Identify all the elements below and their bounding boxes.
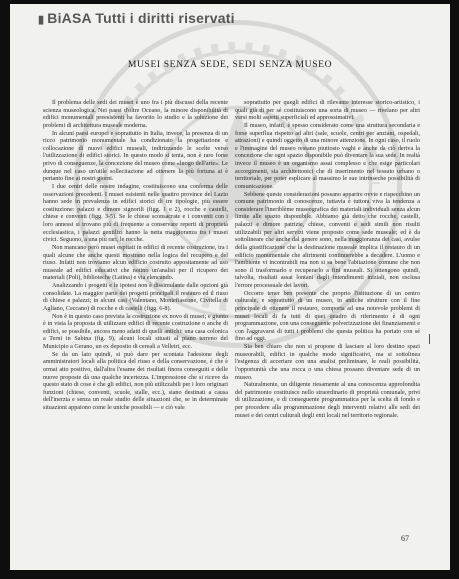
paragraph: Naturalmente, un diligente riesamente al una conoscenza approfondita del patrimonio costituisce nello straordinario di proprietà comunale, privi di utilizzazione, e di conseguente programmatica per la scelta di fondo e per procedere alla programmazione degli interventi relativi alle sedi dei musei e dei centri culturali degli enti locali nel territorio regionale.	[235, 382, 420, 419]
paragraph: In alcuni paesi europei e soprattutto in Italia, invece, la presenza di un ricco patrimonio monumentale ha condizionato la progettazione e collocazione di nuovi edifici museali, indirizzando le scelte verso l'utilizzazione di edifici storici. In questo modo si tenta, non è raro forse privo di conseguenze, la concezione del museo come «luogo dell'arte». Le dunque nel caso un'utile sollecitazione ad ottenere la più fortuna ai è pertanto fine ai nostri giorni.	[43, 130, 228, 183]
paragraph: I due centri delle nostre indagine, costituiscono una conferma delle osservazioni precedenti. I musei esistenti nelle quattro province del Lazio hanno sede in prevalenza in edifici storici di tre tipologie, più essere costituzione: palazzi e dimore signorili (figg. 1 e 2), rocche e castelli, chiese e conventi (figg. 3-5). Se le chiese sconsacrate e i conventi con i loro annessi si trovano più di frequente a conservare reperti di proprietà ecclesiastica, i palazzi gentilizi hanno la netta maggioranza tra i musei civici. Seguono, a una più rari, le rocche.	[43, 183, 228, 244]
paragraph: Sia ben chiaro che non si propone di lasciare al loro destino spazi museorabili, edifici in qualche modo significativi, ma si sottolinea l'esigenza di accertare con una analisi preliminare, le reali possibilità, l'opportunità che una rocca o una chiesa possano diventare sede di un museo.	[235, 344, 420, 381]
paragraph: Sebbene queste considerazioni possano apparire ovvie e rispecchino un comune patrimonio di conoscenze, tuttavia è tuttora viva la tendenza a considerare l'ineriblème museografica dei materiali individuali senza alcun limite alle spazio disponibile. Abbiamo già detto che rocche, castelli, palazzi e dimore patrizie, chiese, conventi e sedi simili non risulti utilizzabili per altri servizi viene proposto come sede museale; ed è da sottolineare che anche dal genere sono, nella maggioranza dei casi, avulse della giustificazione che la destinazione museale implica il restauro di un edificio monumentale che altrimenti continuerebbe a decadere. L'uomo e l'ambiente vi incontrabili ma non si sa bene l'abitazione comune che non sono il trasformarlo e recuperarlo a fini museali. Si ottengono quindi, talvolta, risultati assai lontani dagli intendimenti iniziali, non esclusa l'errore processuale dei lavori.	[235, 191, 420, 289]
paragraph: Non è in questo caso prevista la costruzione ex novo di musei; e giunto è in vista la proposta di utilizzare edifici di recente costruzione o anche di edifici, se possibile, ancora meno adatti di quelli antichi: una casa colonica a Terni in Sabina (fig. 9), alcuni locali situati al piano terreno del Municipio a Gerano, un ex deposito di cereali a Velletri, ecc.	[43, 313, 228, 350]
right-text-column	[235, 100, 420, 420]
left-text-column	[43, 100, 228, 413]
paragraph: Il problema delle sedi dei musei è uno fra i più discussi della recente scienza museologica. Nei paesi d'oltre Oceano, la minore disponibilità di edifici monumentali preesistenti ha favorito lo studio e la soluzione dei problemi di architettura museale moderna.	[43, 100, 228, 129]
paragraph: Se da un lato quindi, si può dare per scontata l'adesione degli amministratori locali alla politica del riuso e della conservazione, è che è ormai atto positivo, dall'altra l'esame dei risultati finora conseguiti e delle nuove proposte dà una qualche incertezza. L'impressione che si riceve da questo stato di cose è che gli edifici, non più utilizzabili per i loro originari funzioni (chiese, conventi, scuole, stalle, ecc.), siano destinati a causa dell'inerzia e senza un reale studio delle situazioni che, se in determinate situazioni appaiono come le uniche possibili — e ciò vale	[43, 351, 228, 411]
paragraph: Analizzando i progetti e le ipotesi non è dissimulante dalle opzioni già consolidate. La maggior parte dei progetti principali il restauro ed il riuso di chiese e palazzi; in alcuni casi (Valentano, Montefiascone, Civitella di Agliano, Ceccano) di rocche e di castelli (figg. 6-8).	[43, 283, 228, 312]
paragraph: soprattutto per quegli edifici di rilevante interesse storico-artistico, i quali già di per sé costituiscono una sorta di museo — rivelano per altri versi molti aspetti superficiali ed approssimativi.	[235, 100, 420, 122]
bookmark-icon: ▮	[38, 14, 45, 26]
rights-watermark	[38, 10, 235, 26]
margin-mark	[429, 334, 434, 344]
paragraph: Occorre tener ben presente che proprio l'istituzione di un centro culturale, e soprattutto di un museo, in antiche strutture con il fine principale di ottenere il restauro, comporta ad una notevole problemi di musei locali di fa tutti di quei quadro di riferimento è di ogni programmazione, con una conseguente polverizzazione dei finanziamenti e con l'aggravarsi di tutti i problemi che questa politica ha portato con sé fino ad oggi.	[235, 290, 420, 343]
document-page	[10, 4, 450, 570]
watermark-label: BiASA Tutti i diritti riservati	[47, 10, 235, 26]
page-number: 67	[401, 534, 409, 543]
paragraph: Non mancano però musei ospitati in edifici di recente costruzione, tra i quali alcune che anche questi mostrano nella logica del recupero e del riuso. Infatti non troviamo alcun edificio costruito appositamente ad uso museale ad edifici educativi che notino un'analisi per il ricupero dei materiali (Poli), biblioteche (Latina) e via elencando.	[43, 244, 228, 282]
article-title: MUSEI SENZA SEDE, SEDI SENZA MUSEO	[127, 59, 333, 70]
paragraph: Il museo, infatti, è spesso considerato come una struttura secondaria e forse superflua rispetto ad altri (sale, scuole, centri per anziani, ospedali, attrazioni) e quindi oggetto di una minore attenzione. In ogni caso, il ruolo e l'immagine del museo restano piuttosto vaghi e anche da ciò deriva la concezione che ogni spazio disponibile può diventare la sua sede. In realtà invece il museo è un organismo assai complesso e che esige particolari accorgimenti, sia architettonici che di inserimento nel tessuto urbano o territoriale, per poter esplicare al massimo le sue intrinseche possibilità di comunicazione.	[235, 122, 420, 190]
